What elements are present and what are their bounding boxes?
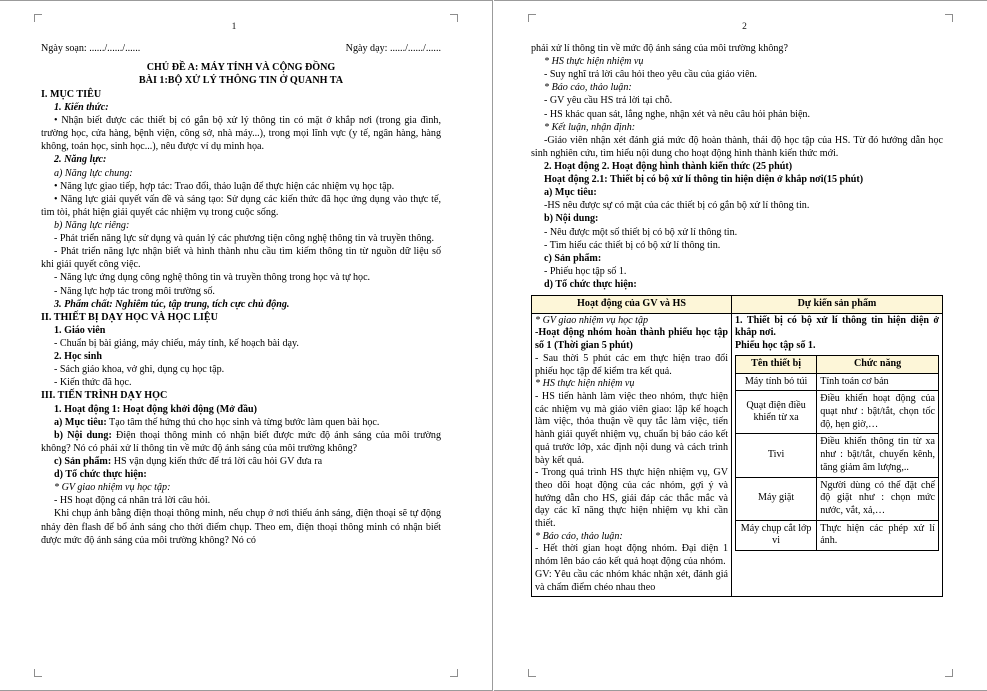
worksheet-row	[736, 434, 939, 477]
worksheet-row	[736, 520, 939, 550]
margin-corner-bottom-right-p2	[945, 669, 953, 677]
worksheet-table-wrapper	[735, 355, 939, 551]
cell-sau-thoi-5-phut: - Sau thời 5 phút các em thực hiện trao đổi phiếu học tập để kiểm tra kết quả.	[535, 352, 728, 377]
worksheet-row	[736, 373, 939, 391]
cell-hoat-dong-nhom: -Hoạt động nhóm hoàn thành phiếu học tập số 1 (Thời gian 5 phút)	[535, 327, 728, 352]
para-hd21-muc-tieu-body: -HS nêu được sự có mặt của các thiết bị có gắn bộ xử lí thông tin.	[544, 200, 810, 212]
para-hd1-giao-nhiem-vu: * GV giao nhiệm vụ học tập:	[54, 482, 171, 494]
page-1-top-edge	[0, 0, 492, 1]
worksheet-function-5: Thực hiện các phép xử lí ảnh.	[817, 520, 939, 550]
margin-corner-bottom-left	[34, 669, 42, 677]
para-hs-thuc-hien: * HS thực hiện nhiệm vụ	[544, 56, 644, 68]
para-nlr-4: - Năng lực hợp tác trong môi trường số.	[54, 285, 215, 297]
cell-bao-cao-thao-luan: * Báo cáo, thảo luận:	[535, 530, 623, 542]
margin-corner-top-right	[450, 14, 458, 22]
para-hoc-sinh-1: - Sách giáo khoa, vở ghi, dụng cụ học tập.	[54, 364, 225, 376]
cell-het-thoi-gian: - Hết thời gian hoạt động nhóm. Đại diện 1 nhóm lên báo cáo kết quả hoạt động của nhóm.	[535, 543, 728, 568]
cell-gv-yeu-cau-nhom: GV: Yêu cầu các nhóm khác nhận xét, đánh giá và chấm điểm chéo nhau theo	[535, 568, 728, 593]
worksheet-device-5: Máy chụp cắt lớp vi	[736, 520, 817, 550]
margin-corner-bottom-right	[450, 669, 458, 677]
worksheet-function-3: Điều khiển thông tin từ xa như : bật/tắt, chuyển kênh, tăng giảm âm lượng,..	[817, 434, 939, 477]
para-hoc-sinh-heading: 2. Học sinh	[54, 351, 102, 363]
para-ket-luan-nhan-dinh: * Kết luận, nhận định:	[544, 121, 636, 133]
heading-thiet-bi: II. THIẾT BỊ DẠY HỌC VÀ HỌC LIỆU	[41, 311, 218, 323]
para-nl-giao-tiep: • Năng lực giao tiếp, hợp tác: Trao đổi, thảo luận để thực hiện các nhiệm vụ học tập.	[54, 180, 395, 192]
table-header-row	[532, 296, 943, 314]
table-row	[532, 313, 943, 596]
para-gv-yeu-cau: - GV yêu cầu HS trả lời tại chỗ.	[544, 95, 673, 107]
page-2-number: 2	[742, 22, 747, 32]
table-header-products: Dự kiến sản phẩm	[732, 296, 943, 314]
cell-product-heading: 1. Thiết bị có bộ xử lí thông tin hiện diện ở khắp nơi.	[735, 314, 939, 339]
para-hd21-nd-1: - Nêu được một số thiết bị có bộ xử lí thông tin.	[544, 226, 738, 238]
para-p2-continued: phải xử lí thông tin về mức độ ánh sáng của môi trường không?	[531, 43, 788, 54]
para-hoat-dong-1: 1. Hoạt động 1: Hoạt động khởi động (Mở đầu)	[54, 403, 257, 415]
margin-corner-top-left-p2	[528, 14, 536, 22]
worksheet-device-4: Máy giặt	[736, 477, 817, 520]
worksheet-device-1: Máy tính bỏ túi	[736, 373, 817, 391]
para-nlr-1: - Phát triển năng lực sử dụng và quản lý các phương tiện công nghệ thông tin và truyền thông.	[54, 233, 434, 245]
para-hd1-tinh-huong: Khi chụp ảnh bằng điện thoại thông minh, nếu chụp ở nơi thiếu ánh sáng, điện thoại sẽ tự động nhảy đèn flash để bổ ảnh sáng cho thời điểm chụp. Theo em, điện thoại thông minh có nhận biết được mức độ ánh sáng của môi trường không? Nó có	[41, 508, 441, 546]
table-header-activities: Hoạt động của GV và HS	[532, 296, 732, 314]
para-giao-vien-body: - Chuẩn bị bài giảng, máy chiếu, máy tính, kế hoạch bài dạy.	[54, 338, 299, 349]
para-nl-giai-quyet: • Năng lực giải quyết vấn đề và sáng tạo: Sử dụng các kiến thức đã học ứng dụng vào thực tế, tìm tòi, phát hiện giải quyết các nhiệm vụ trong cuộc sống.	[41, 193, 441, 218]
worksheet-row	[736, 477, 939, 520]
page-2-top-edge	[494, 0, 987, 1]
para-pham-chat: 3. Phẩm chất: Nghiêm túc, tập trung, tích cực chủ động.	[54, 298, 290, 310]
table-cell-activities	[532, 313, 732, 596]
document-title	[41, 62, 441, 88]
para-gv-nhan-xet: -Giáo viên nhận xét đánh giá mức độ hoàn thành, thái độ học tập của HS. Từ đó hướng dẫn học sinh nghiên cứu, tìm hiểu nội dung cho hoạt động hình thành kiến thức mới.	[531, 134, 943, 159]
para-nang-luc-heading: 2. Năng lực:	[54, 154, 107, 166]
para-hd21-sp-1: - Phiếu học tập số 1.	[544, 265, 627, 277]
cell-product-subheading: Phiếu học tập số 1.	[735, 340, 816, 352]
worksheet-table	[735, 355, 939, 551]
worksheet-header-device: Tên thiết bị	[736, 355, 817, 373]
para-hd21-noi-dung: b) Nội dung:	[544, 213, 599, 225]
worksheet-header-row	[736, 355, 939, 373]
para-bao-cao-thao-luan: * Báo cáo, thảo luận:	[544, 82, 632, 94]
worksheet-row	[736, 391, 939, 434]
taught-date-label: Ngày dạy: ....../....../......	[345, 43, 441, 54]
para-nlr-2: - Phát triển năng lực nhận biết và hình thành nhu cầu tìm kiếm thông tin từ nguồn dữ liệu số khi giải quyết công việc.	[41, 246, 441, 271]
worksheet-function-2: Điều khiển hoạt động của quạt như : bật/tắt, chọn tốc độ, hẹn giờ,…	[817, 391, 939, 434]
para-hd21-san-pham: c) Sản phẩm:	[544, 252, 602, 264]
margin-corner-top-right-p2	[945, 14, 953, 22]
title-line-2: BÀI 1:BỘ XỬ LÝ THÔNG TIN Ở QUANH TA	[138, 75, 344, 87]
para-nang-luc-chung: a) Năng lực chung:	[54, 167, 133, 179]
date-fields-row	[41, 42, 441, 55]
page-2-body	[531, 42, 943, 597]
para-nlr-3: - Năng lực ứng dụng công nghệ thông tin và truyền thông trong học và tự học.	[54, 272, 371, 284]
para-hd1-hs-hoat-dong: - HS hoạt động cá nhân trả lời câu hỏi.	[54, 495, 211, 507]
heading-muc-tieu: I. MỤC TIÊU	[41, 88, 102, 100]
para-hd1-san-pham: c) Sản phẩm: HS vận dụng kiến thức để trả lời câu hỏi GV đưa ra	[54, 455, 323, 467]
para-giao-vien-heading: 1. Giáo viên	[54, 324, 106, 336]
page-2	[493, 0, 987, 691]
page-1	[0, 0, 493, 691]
para-hoat-dong-2: 2. Hoạt động 2. Hoạt động hình thành kiến thức (25 phút)	[544, 160, 793, 172]
cell-gv-theo-doi: - Trong quá trình HS thực hiện nhiệm vụ, GV theo dõi hoạt động của các nhóm, gợi ý và hướng dẫn cho HS, giải đáp các thắc mắc và dạy các kĩ năng thực hiện nhiệm vụ khi cần thiết.	[535, 467, 728, 530]
worksheet-function-4: Người dùng có thể đặt chế độ giặt như : chọn mức nước, vắt, xả,…	[817, 477, 939, 520]
margin-corner-bottom-left-p2	[528, 669, 536, 677]
worksheet-header-function: Chức năng	[817, 355, 939, 373]
prepared-date-label: Ngày soạn: ....../....../......	[41, 43, 141, 54]
margin-corner-top-left	[34, 14, 42, 22]
para-hs-suy-nghi: - Suy nghĩ trả lời câu hỏi theo yêu cầu của giáo viên.	[544, 69, 758, 81]
cell-hs-thuc-hien: * HS thực hiện nhiệm vụ	[535, 378, 635, 390]
table-cell-products	[732, 313, 943, 596]
activity-table	[531, 295, 943, 597]
worksheet-device-2: Quạt điện điều khiển từ xa	[736, 391, 817, 434]
para-hd21-nd-2: - Tìm hiểu các thiết bị có bộ xử lí thông tin.	[544, 239, 721, 251]
para-kien-thuc-heading: 1. Kiến thức:	[54, 102, 109, 114]
para-kien-thuc-body: • Nhận biết được các thiết bị có gắn bộ xử lý thông tin có mặt ở khắp nơi (trong gia đình, trường học, cửa hàng, bệnh viện, công sở, nhà máy...), trong mọi lĩnh vực (y tế, ngân hàng, hàng không, toán học, sinh học...), nêu được ví dụ minh họa.	[41, 115, 441, 153]
para-hoc-sinh-2: - Kiến thức đã học.	[54, 377, 132, 389]
para-hoat-dong-2-1: Hoạt động 2.1: Thiết bị có bộ xử lí thông tin hiện diện ở khắp nơi(15 phút)	[544, 174, 864, 186]
worksheet-device-3: Tivi	[736, 434, 817, 477]
cell-gv-giao-nhiem-vu: * GV giao nhiệm vụ học tập	[535, 314, 649, 326]
para-hs-khac-quan-sat: - HS khác quan sát, lắng nghe, nhận xét và nêu câu hỏi phản biện.	[544, 108, 811, 120]
title-line-1: CHỦ ĐỀ A: MÁY TÍNH VÀ CỘNG ĐỒNG	[146, 62, 336, 74]
para-hd1-muc-tieu: a) Mục tiêu: Tạo tâm thế hứng thú cho học sinh và từng bước làm quen bài học.	[54, 416, 380, 428]
para-hd21-to-chuc: d) Tổ chức thực hiện:	[544, 278, 637, 290]
para-hd1-to-chuc: d) Tổ chức thực hiện:	[54, 469, 147, 481]
para-nang-luc-rieng: b) Năng lực riêng:	[54, 220, 130, 232]
page-1-number: 1	[231, 22, 237, 32]
page-1-body	[41, 42, 441, 547]
heading-tien-trinh: III. TIẾN TRÌNH DẠY HỌC	[41, 390, 168, 402]
cell-hs-tien-hanh: - HS tiến hành làm việc theo nhóm, thực hiện các nhiệm vụ mà giáo viên giao: lập kế hoạch làm việc, thỏa thuận về quy tắc làm việc, tiến hành giải quyết nhiệm vụ, chuẩn bị báo cáo kết quả trước lớp, xác định nội dung và cách trình bày kết quả.	[535, 391, 728, 466]
worksheet-function-1: Tính toán cơ bản	[817, 373, 939, 391]
para-hd1-noi-dung: b) Nội dung: Điện thoại thông minh có nhận biết được mức độ ánh sáng của môi trường không? Nó có phải xử lí thông tin về mức độ ánh sáng của môi trường không?	[41, 429, 441, 454]
para-hd21-muc-tieu: a) Mục tiêu:	[544, 187, 597, 199]
